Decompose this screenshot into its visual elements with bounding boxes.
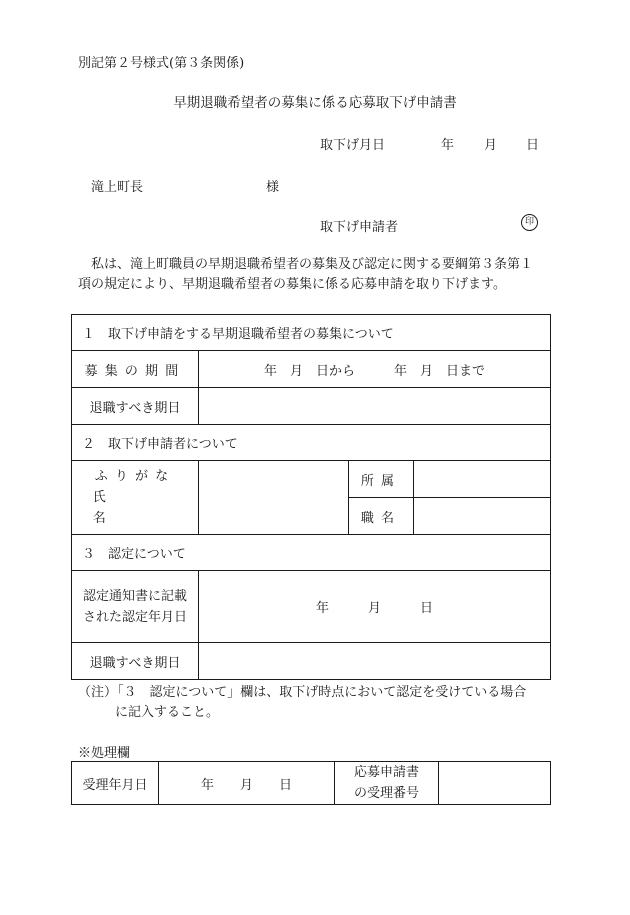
applicant-label: 取下げ申請者 <box>320 220 399 235</box>
affiliation-label-text: 所属 <box>360 473 402 489</box>
receipt-number-label-line2: の受理番号 <box>353 786 419 801</box>
receipt-number-label <box>335 762 439 805</box>
withdrawal-date-label: 取下げ月日 <box>320 138 386 153</box>
processing-label: ※処理欄 <box>78 746 131 761</box>
retire-date-label-1: 退職すべき期日 <box>72 388 199 425</box>
position-label <box>349 498 414 535</box>
name-field[interactable] <box>199 461 349 535</box>
furigana-label: ふりがな <box>94 469 176 484</box>
position-field[interactable] <box>414 498 551 535</box>
body-line-1: 私は、滝上町職員の早期退職希望者の募集及び認定に関する要綱第３条第１ <box>91 257 534 272</box>
main-form-table <box>71 314 551 680</box>
addressee: 滝上町長 <box>91 180 144 195</box>
retire-date-field-1[interactable] <box>199 388 551 425</box>
cert-date-label <box>72 571 199 643</box>
body-text <box>78 255 560 295</box>
note <box>78 683 560 723</box>
received-date-value[interactable]: 年 月 日 <box>159 762 335 805</box>
received-date-label: 受理年月日 <box>72 762 159 805</box>
document-title: 早期退職希望者の募集に係る応募取下げ申請書 <box>173 95 457 111</box>
affiliation-field[interactable] <box>414 461 551 498</box>
processing-table <box>71 761 551 805</box>
note-line-1: （注）「３ 認定について」欄は、取下げ時点において認定を受けている場合 <box>78 685 527 700</box>
name-label-text: 氏名 <box>92 490 178 526</box>
form-label: 別記第２号様式(第３条関係) <box>78 56 245 71</box>
receipt-number-field[interactable] <box>439 762 551 805</box>
seal-mark: 印 <box>521 214 538 231</box>
withdrawal-year-label: 年 <box>441 138 455 153</box>
cert-date-label-line2: された認定年月日 <box>82 609 187 625</box>
cert-date-value[interactable]: 年 月 日 <box>199 571 551 643</box>
receipt-number-label-line1: 応募申請書 <box>353 765 419 780</box>
note-line-2: に記入すること。 <box>115 705 220 720</box>
period-label-text: 募集の期間 <box>84 363 186 379</box>
body-line-2: 項の規定により、早期退職希望者の募集に係る応募申請を取り下げます。 <box>78 277 506 292</box>
name-label <box>72 487 198 529</box>
name-label-cell <box>72 461 199 535</box>
honorific: 様 <box>266 180 280 195</box>
cert-date-label-line1: 認定通知書に記載 <box>82 588 187 604</box>
period-value[interactable]: 年 月 日から 年 月 日まで <box>199 351 551 388</box>
section-1-heading: １ 取下げ申請をする早期退職希望者の募集について <box>72 315 551 351</box>
retire-date-field-2[interactable] <box>199 643 551 680</box>
retire-date-label-2: 退職すべき期日 <box>72 643 199 680</box>
section-3-heading: ３ 認定について <box>72 535 551 571</box>
withdrawal-month-label: 月 <box>484 138 498 153</box>
period-label <box>72 351 199 388</box>
position-label-text: 職名 <box>360 510 402 526</box>
affiliation-label <box>349 461 414 498</box>
section-2-heading: ２ 取下げ申請者について <box>72 425 551 461</box>
withdrawal-day-label: 日 <box>526 138 540 153</box>
